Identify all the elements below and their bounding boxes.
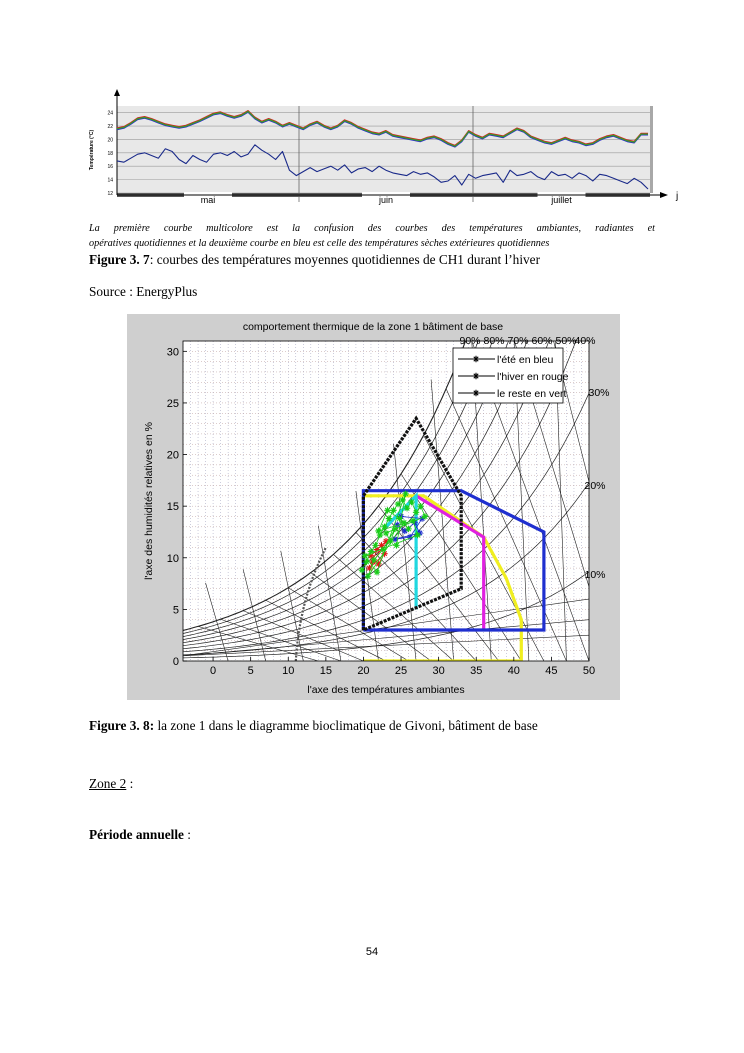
plot-background xyxy=(117,106,650,193)
period-heading xyxy=(89,827,191,843)
chart-title: comportement thermique de la zone 1 bâtiment de base xyxy=(242,321,504,333)
rh-label: 20% xyxy=(584,480,606,492)
rh-label: 90% xyxy=(459,335,481,347)
data-point xyxy=(393,542,399,548)
y-axis-arrow xyxy=(114,89,120,96)
data-point xyxy=(380,546,386,552)
data-point xyxy=(375,528,381,534)
month-label: mai xyxy=(200,195,216,205)
x-tick-label: 10 xyxy=(282,665,295,677)
y-tick-label: 25 xyxy=(166,397,179,410)
data-point xyxy=(410,517,416,523)
zone-heading xyxy=(89,776,133,792)
y-tick-label: 16 xyxy=(107,164,113,171)
data-point xyxy=(396,515,402,521)
x-tick-label: 40 xyxy=(507,665,520,677)
y-tick-label: 20 xyxy=(107,137,113,144)
legend-entry: l'été en bleu xyxy=(497,354,554,366)
y-tick-label: 18 xyxy=(107,150,113,157)
rh-label: 50% xyxy=(555,335,577,347)
temperature-chart-svg xyxy=(84,86,684,214)
y-tick-label: 5 xyxy=(172,604,179,617)
y-axis-label: l'axe des humidités relatives en % xyxy=(143,422,155,580)
x-tick-label: 15 xyxy=(319,665,332,677)
x-tick-label: 25 xyxy=(394,665,408,677)
y-axis-label: Température (°C) xyxy=(89,129,95,171)
temperature-chart xyxy=(84,86,684,214)
rh-label: 60% xyxy=(531,335,553,347)
y-tick-label: 24 xyxy=(107,110,113,117)
y-tick-label: 22 xyxy=(107,124,113,131)
figure-note-line1: La première courbe multicolore est la confusion des courbes des températures ambiantes, radiantes et xyxy=(89,223,655,234)
y-tick-label: 10 xyxy=(166,552,179,565)
x-axis-label: l'axe des températures ambiantes xyxy=(307,684,465,696)
x-tick-label: 30 xyxy=(432,665,445,677)
period-heading-label: Période annuelle xyxy=(89,827,184,842)
data-point xyxy=(372,542,378,548)
y-tick-label: 30 xyxy=(166,346,179,359)
data-point xyxy=(414,532,420,538)
givoni-chart xyxy=(127,314,620,700)
figure-note-line2: opératives quotidiennes et la deuxième courbe en bleu est celle des températures sèches extérieures quotidiennes xyxy=(89,238,550,249)
zone-heading-label: Zone 2 xyxy=(89,776,127,791)
figure-caption-2 xyxy=(89,718,538,734)
data-point xyxy=(363,559,369,565)
givoni-chart-svg xyxy=(127,314,620,700)
rh-label: 30% xyxy=(588,387,610,399)
data-point xyxy=(422,513,428,519)
x-axis-arrow xyxy=(660,192,668,198)
data-point xyxy=(405,526,411,532)
rh-label: 40% xyxy=(574,335,596,347)
x-tick-label: 20 xyxy=(357,665,370,677)
x-axis-unit: j xyxy=(676,191,679,202)
data-point xyxy=(386,515,392,521)
rh-label: 80% xyxy=(483,335,505,347)
month-label: juin xyxy=(378,195,394,205)
y-tick-label: 20 xyxy=(166,449,179,462)
y-tick-label: 12 xyxy=(107,191,113,197)
data-point xyxy=(413,509,419,515)
x-tick-label: 45 xyxy=(545,665,558,677)
zone-heading-colon: : xyxy=(126,776,134,791)
figure-caption-2-label: Figure 3. 8: xyxy=(89,718,155,733)
y-tick-label: 0 xyxy=(172,656,179,668)
figure-caption-1-text: : courbes des températures moyennes quotidiennes de CH1 durant l’hiver xyxy=(149,252,541,267)
month-label: juillet xyxy=(551,195,572,205)
figure-caption-2-text: la zone 1 dans le diagramme bioclimatique de Givoni, bâtiment de base xyxy=(154,718,538,733)
period-heading-colon: : xyxy=(183,827,191,842)
plot-right-edge xyxy=(650,106,653,193)
figure-caption-1 xyxy=(89,252,540,268)
x-tick-label: 50 xyxy=(582,665,596,677)
page-number: 54 xyxy=(365,946,379,958)
x-tick-label: 5 xyxy=(247,665,254,677)
legend-entry: l'hiver en rouge xyxy=(497,371,569,383)
y-tick-label: 14 xyxy=(107,177,113,184)
source-line: Source : EnergyPlus xyxy=(89,284,198,299)
figure-note xyxy=(89,221,655,251)
chart-legend xyxy=(453,348,569,403)
x-tick-label: 35 xyxy=(470,665,483,677)
figure-caption-1-label: Figure 3. 7 xyxy=(89,252,150,267)
data-point xyxy=(365,573,371,579)
legend-entry: le reste en vert xyxy=(497,388,567,400)
rh-label: 70% xyxy=(507,335,529,347)
y-tick-label: 15 xyxy=(166,501,179,514)
rh-label: 10% xyxy=(584,569,606,581)
x-tick-label: 0 xyxy=(210,665,217,677)
